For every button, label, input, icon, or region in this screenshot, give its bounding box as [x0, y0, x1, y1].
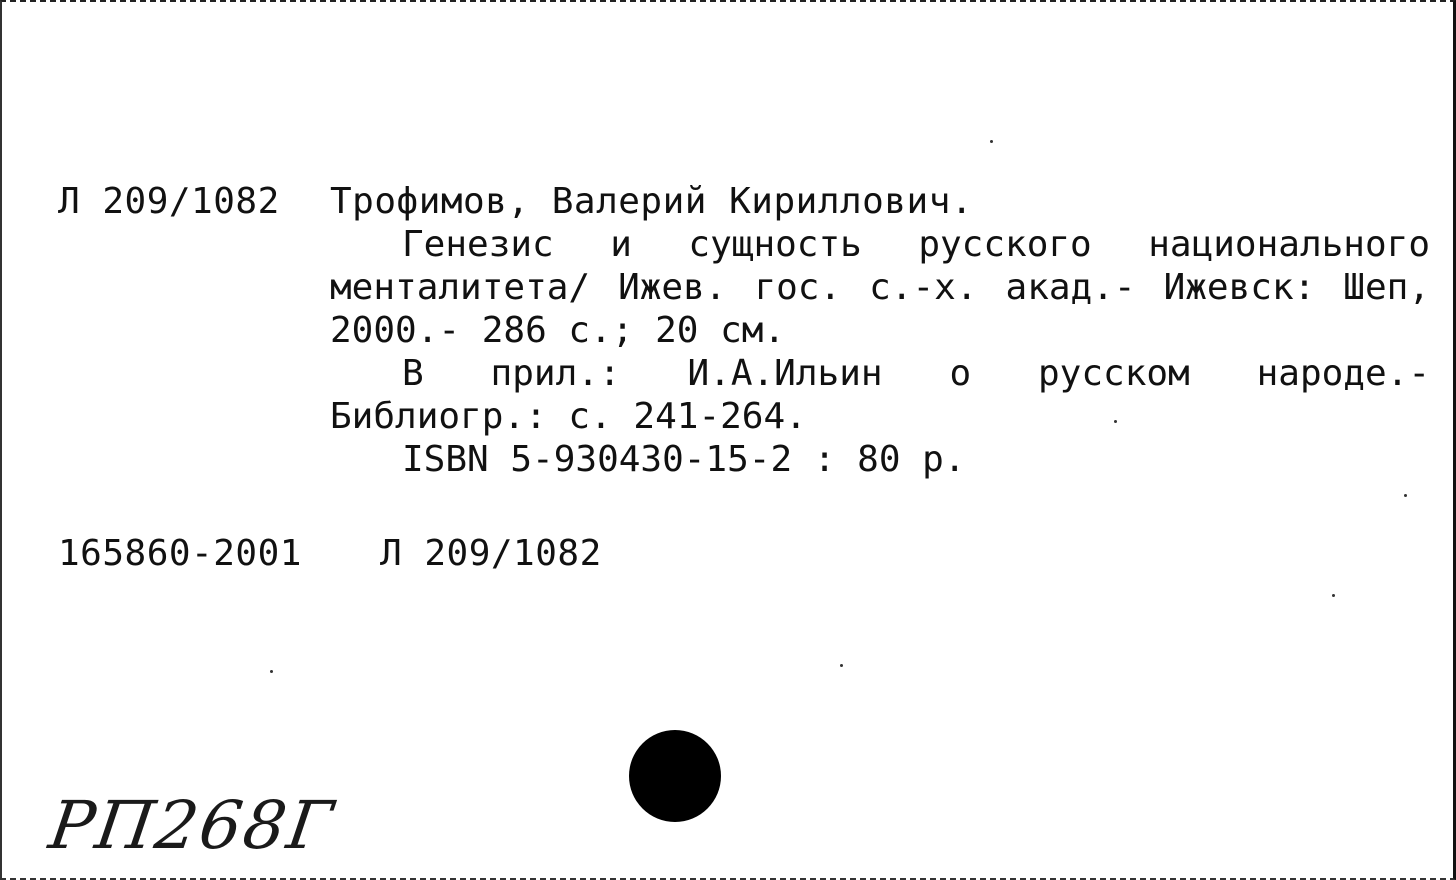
- dust-speck: [1114, 420, 1117, 423]
- handwritten-code: РП268Г: [44, 787, 340, 864]
- dust-speck: [990, 140, 993, 143]
- title-paragraph: Генезис и сущность русского национального менталитета/ Ижев. гос. с.-х. акад.- Ижевск: Шеп, 2000.- 286 с.; 20 см.: [330, 224, 1430, 351]
- author-heading: Трофимов, Валерий Кириллович.: [330, 181, 974, 222]
- dust-speck: [840, 664, 843, 667]
- note-paragraph: В прил.: И.А.Ильин о русском народе.- Библиогр.: с. 241-264.: [330, 353, 1430, 437]
- isbn-line: ISBN 5-930430-15-2 : 80 р.: [402, 439, 966, 480]
- inventory-number: 165860-2001: [58, 533, 302, 574]
- footer-shelfmark: Л 209/1082: [380, 533, 602, 574]
- dust-speck: [270, 670, 273, 673]
- shelfmark: Л 209/1082: [58, 181, 280, 222]
- bibliographic-description: [330, 223, 1430, 481]
- dust-speck: [1404, 494, 1407, 497]
- punch-hole: [629, 730, 721, 822]
- dust-speck: [1332, 594, 1335, 597]
